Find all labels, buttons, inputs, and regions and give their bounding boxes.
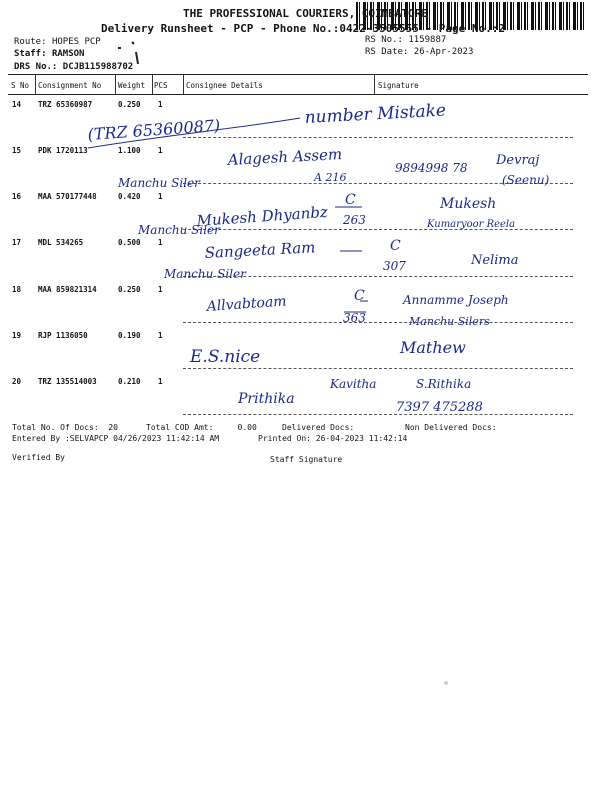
col-pcs: PCS: [154, 81, 168, 90]
hand-r18-name: Allvabtoam: [206, 293, 288, 315]
printed-on: Printed On: 26-04-2023 11:42:14: [258, 434, 408, 443]
staff-signature: Staff Signature: [270, 455, 343, 464]
drs-value: DCJB115988702: [62, 62, 134, 72]
row-weight: 0.250: [118, 100, 141, 109]
hand-r18-receiver: Annamme Joseph: [403, 293, 509, 307]
hand-r17-name: Sangeeta Ram: [204, 238, 316, 262]
row-weight: 0.500: [118, 238, 141, 247]
staff-value: RAMSON: [51, 49, 85, 59]
delivered-docs: Delivered Docs:: [282, 423, 355, 432]
row-pcs: 1: [158, 331, 163, 340]
row-consignment: MAA 570177448: [38, 192, 97, 201]
row-consignment: RJP 1136050: [38, 331, 88, 340]
hand-r20-signature: Kavitha: [330, 377, 377, 391]
hand-r15-door: A 216: [314, 171, 347, 184]
row-consignment: MAA 859821314: [38, 285, 97, 294]
row-weight: 0.190: [118, 331, 141, 340]
row-sno: 14: [12, 100, 22, 109]
rs-date-label: RS Date:: [365, 47, 409, 57]
col-sno: S No: [11, 81, 30, 90]
rs-no-label: RS No.:: [365, 35, 403, 45]
row-weight: 1.100: [118, 146, 141, 155]
hand-r17-receiver: Nelima: [471, 253, 519, 268]
row-weight: 0.420: [118, 192, 141, 201]
total-docs: Total No. Of Docs: 20: [12, 423, 118, 432]
route-label: Route:: [14, 37, 47, 47]
row-pcs: 1: [158, 192, 163, 201]
row-sno: 19: [12, 331, 22, 340]
hand-r17-door: 307: [383, 259, 406, 273]
hand-r14-note: number Mistake: [304, 100, 447, 128]
non-delivered-docs: Non Delivered Docs:: [405, 423, 497, 432]
hand-r16-name: Mukesh Dhyanbz: [196, 202, 329, 230]
route-value: HOPES PCP: [51, 37, 101, 47]
row-pcs: 1: [158, 146, 163, 155]
hand-r15-receiver: Devraj: [496, 153, 540, 168]
rs-no-value: 1159887: [408, 35, 447, 45]
hand-r20-name: Prithika: [238, 391, 295, 407]
hand-r17-block: C: [390, 238, 401, 254]
row-consignment: TRZ 135514003: [38, 377, 97, 386]
row-pcs: 1: [158, 100, 163, 109]
row-consignment: MDL 534265: [38, 238, 84, 247]
hand-r15-name: Alagesh Assem: [227, 145, 343, 169]
hand-r15-area: Manchu Siler: [118, 176, 200, 190]
row-consignment: PDK 1720113: [38, 146, 88, 155]
scan-speck: [444, 681, 448, 685]
hand-r18-block: C: [354, 288, 365, 304]
col-weight: Weight: [118, 81, 146, 90]
runsheet-subtitle: Delivery Runsheet - PCP - Phone No.:0422-3505555 - Page No.:2: [101, 22, 505, 35]
hand-r15-phone: 9894998 78: [395, 161, 468, 175]
company-title: THE PROFESSIONAL COURIERS, COIMBATORE: [183, 7, 429, 20]
row-consignment: TRZ 65360987: [38, 100, 93, 109]
hand-r18-door: 363: [343, 311, 366, 325]
hand-r14-consignment: (TRZ 65360087): [86, 115, 221, 144]
total-cod: Total COD Amt: 0.00: [146, 423, 257, 432]
entered-by: Entered By :SELVAPCP 04/26/2023 11:42:14 AM: [12, 434, 220, 443]
hand-r20-phone: 7397 475288: [396, 400, 483, 415]
row-sno: 16: [12, 192, 22, 201]
hand-r16-door: 263: [343, 213, 366, 227]
hand-r16-receiver: Mukesh: [440, 196, 497, 212]
row-pcs: 1: [158, 285, 163, 294]
hand-r16-area: Manchu Siler: [138, 223, 220, 237]
row-sno: 15: [12, 146, 22, 155]
row-pcs: 1: [158, 377, 163, 386]
hand-r16-block: C: [345, 192, 356, 208]
hand-r20-receiver: S.Rithika: [416, 377, 472, 391]
row-sno: 17: [12, 238, 22, 247]
hand-r17-area: Manchu Siler: [164, 267, 246, 281]
col-consignment: Consignment No: [38, 81, 102, 90]
row-weight: 0.250: [118, 285, 141, 294]
hand-r18-area: Manchu Silers: [409, 315, 490, 328]
rs-date-value: 26-Apr-2023: [413, 47, 474, 57]
staff-label: Staff:: [14, 49, 47, 59]
row-sno: 20: [12, 377, 22, 386]
verified-by: Verified By: [12, 453, 65, 462]
hand-r15-receiver-note: (Seenu): [502, 173, 550, 187]
hand-r16-receiver-note: Kumaryoor Reela: [427, 219, 516, 230]
col-consignee: Consignee Details: [186, 81, 263, 90]
row-sno: 18: [12, 285, 22, 294]
row-pcs: 1: [158, 238, 163, 247]
hand-r19-signature: Mathew: [400, 338, 466, 357]
drs-label: DRS No.:: [14, 62, 58, 72]
hand-r19-name: E.S.nice: [190, 347, 261, 367]
row-weight: 0.210: [118, 377, 141, 386]
col-signature: Signature: [378, 81, 419, 90]
